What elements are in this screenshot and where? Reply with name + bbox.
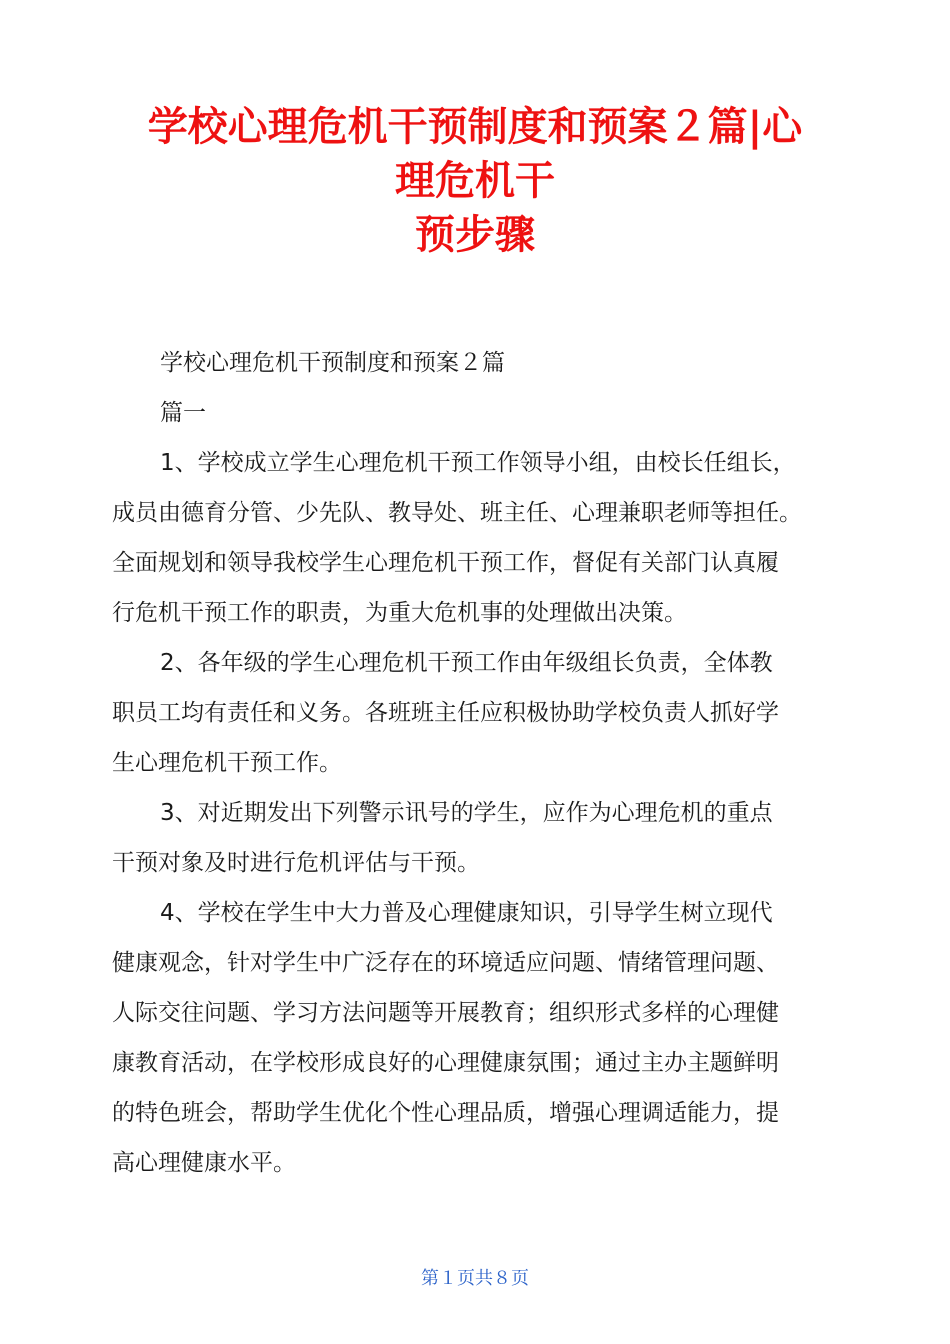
paragraph-1 xyxy=(112,438,840,488)
document-body xyxy=(112,338,840,1188)
paragraph-line: 1、学校成立学生心理危机干预工作领导小组，由校长任组长， xyxy=(160,450,796,476)
paragraph-line: 成员由德育分管、少先队、教导处、班主任、心理兼职老师等担任。 xyxy=(112,500,802,526)
paragraph-line: 康教育活动，在学校形成良好的心理健康氛围；通过主办主题鲜明 xyxy=(112,1050,779,1076)
paragraph-line: 全面规划和领导我校学生心理危机干预工作，督促有关部门认真履 xyxy=(112,550,779,576)
paragraph-line: 生心理危机干预工作。 xyxy=(112,750,342,776)
paragraph-1-continued xyxy=(112,488,840,638)
paragraph-2 xyxy=(112,638,840,688)
section-heading: 篇一 xyxy=(160,400,206,426)
page-number-footer: 第１页共８页 xyxy=(421,1268,529,1289)
paragraph-3-continued xyxy=(112,838,840,888)
paragraph-line: 行危机干预工作的职责，为重大危机事的处理做出决策。 xyxy=(112,600,687,626)
paragraph-4-continued xyxy=(112,938,840,1188)
paragraph-line: 3、对近期发出下列警示讯号的学生，应作为心理危机的重点 xyxy=(160,800,773,826)
paragraph-line: 4、学校在学生中大力普及心理健康知识，引导学生树立现代 xyxy=(160,900,773,926)
paragraph-line: 健康观念，针对学生中广泛存在的环境适应问题、情绪管理问题、 xyxy=(112,950,779,976)
paragraph-line: 高心理健康水平。 xyxy=(112,1150,296,1176)
title-line-1: 学校心理危机干预制度和预案２篇|心 xyxy=(147,104,803,150)
paragraph-line: 干预对象及时进行危机评估与干预。 xyxy=(112,850,480,876)
paragraph-line: 2、各年级的学生心理危机干预工作由年级组长负责，全体教 xyxy=(160,650,773,676)
title-line-2: 理危机干 xyxy=(395,158,555,204)
paragraph-4 xyxy=(112,888,840,938)
subtitle: 学校心理危机干预制度和预案２篇 xyxy=(160,350,505,376)
paragraph-line: 的特色班会，帮助学生优化个性心理品质，增强心理调适能力，提 xyxy=(112,1100,779,1126)
paragraph-2-continued xyxy=(112,688,840,788)
document-title xyxy=(60,100,890,262)
paragraph-line: 职员工均有责任和义务。各班班主任应积极协助学校负责人抓好学 xyxy=(112,700,779,726)
paragraph-3 xyxy=(112,788,840,838)
title-line-3: 预步骤 xyxy=(415,212,535,258)
paragraph-line: 人际交往问题、学习方法问题等开展教育；组织形式多样的心理健 xyxy=(112,1000,779,1026)
